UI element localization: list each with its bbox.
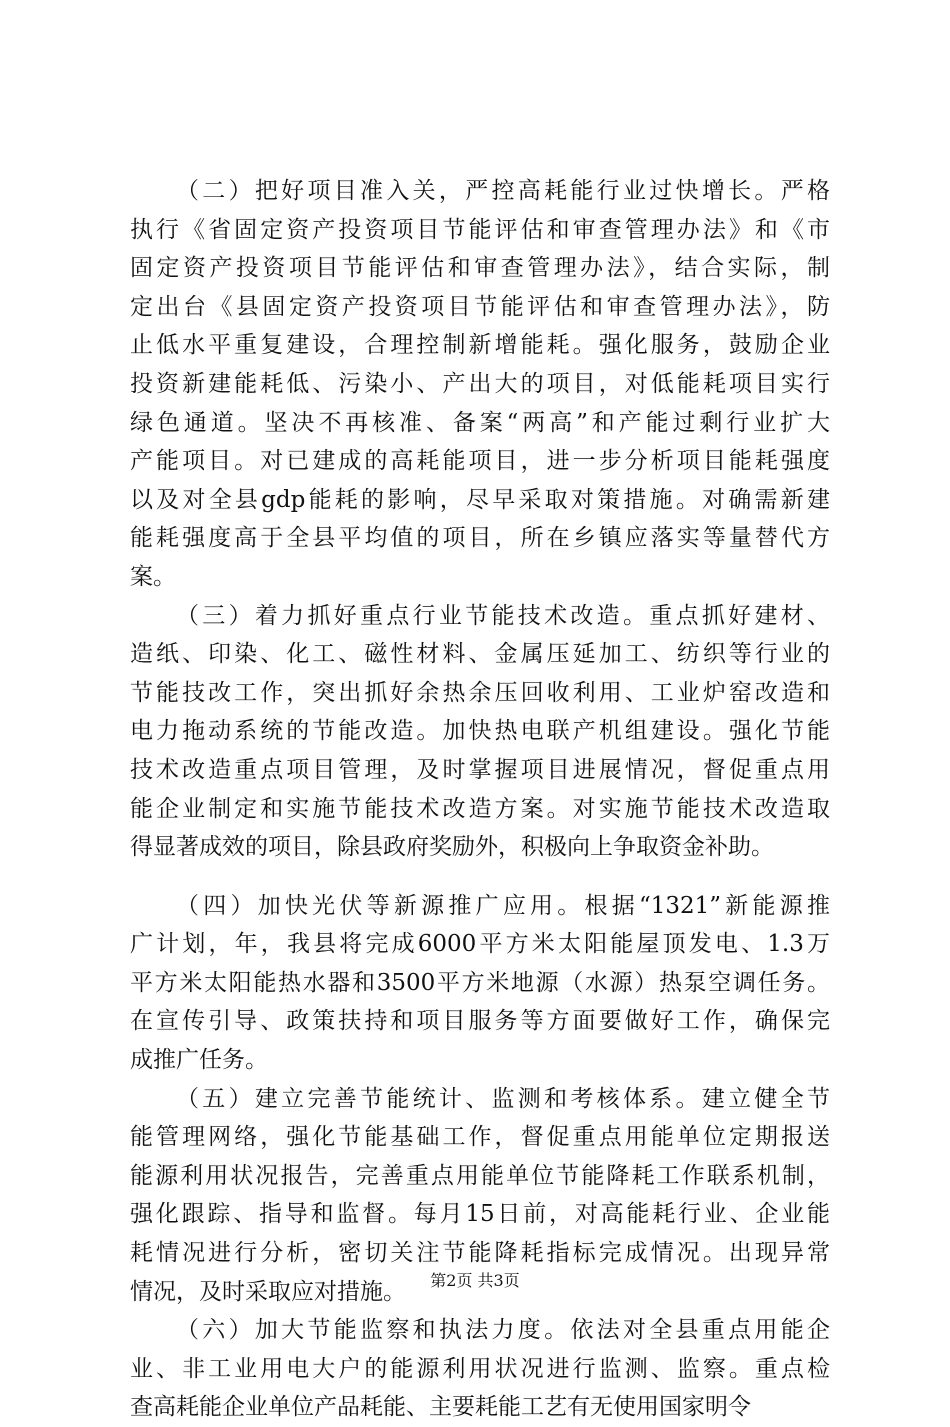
text-line: 固定资产投资项目节能评估和审查管理办法》，结合实际，制: [130, 255, 830, 282]
text-line: 得显著成效的项目，除县政府奖励外，积极向上争取资金补助。: [130, 834, 774, 861]
text-line: （六）加大节能监察和执法力度。依法对全县重点用能企: [176, 1317, 830, 1344]
text-line: 止低水平重复建设，合理控制新增能耗。强化服务，鼓励企业: [130, 332, 830, 359]
text-line: 耗情况进行分析，密切关注节能降耗指标完成情况。出现异常: [130, 1240, 830, 1267]
text-line: 能耗强度高于全县平均值的项目，所在乡镇应落实等量替代方: [130, 525, 830, 552]
text-line: 定出台《县固定资产投资项目节能评估和审查管理办法》，防: [130, 293, 830, 320]
text-line: 在宣传引导、政策扶持和项目服务等方面要做好工作，确保完: [130, 1008, 830, 1035]
text-line: 能源利用状况报告，完善重点用能单位节能降耗工作联系机制，: [130, 1162, 830, 1189]
text-line: 成推广任务。: [130, 1047, 268, 1074]
text-line: （二）把好项目准入关，严控高耗能行业过快增长。严格: [176, 178, 830, 204]
paragraph-gap: [130, 867, 830, 887]
text-line: 能企业制定和实施节能技术改造方案。对实施节能技术改造取: [130, 795, 830, 822]
document-body: [130, 172, 830, 1427]
paragraph-p6: [130, 1311, 830, 1427]
text-line: 查高耗能企业单位产品耗能、主要耗能工艺有无使用国家明令: [130, 1394, 751, 1421]
text-line: 投资新建能耗低、污染小、产出大的项目，对低能耗项目实行: [130, 370, 830, 397]
paragraph-p3: [130, 597, 830, 867]
text-line: 案。: [130, 563, 176, 590]
text-line: （五）建立完善节能统计、监测和考核体系。建立健全节: [176, 1085, 830, 1112]
text-line: 能管理网络，强化节能基础工作，督促重点用能单位定期报送: [130, 1124, 830, 1151]
text-line: 绿色通道。坚决不再核准、备案“两高”和产能过剩行业扩大: [130, 409, 830, 436]
text-line: 节能技改工作，突出抓好余热余压回收利用、工业炉窑改造和: [130, 679, 830, 706]
text-line: 情况，及时采取应对措施。: [130, 1278, 406, 1305]
text-line: （三）着力抓好重点行业节能技术改造。重点抓好建材、: [176, 602, 830, 629]
page-footer: 第2页 共3页: [430, 1271, 520, 1290]
text-line: 平方米太阳能热水器和3500平方米地源（水源）热泵空调任务。: [130, 969, 830, 996]
paragraph-p4: [130, 887, 830, 1080]
text-line: 强化跟踪、指导和监督。每月15日前，对高能耗行业、企业能: [130, 1201, 830, 1228]
text-line: 技术改造重点项目管理，及时掌握项目进展情况，督促重点用: [130, 756, 830, 783]
text-line: 执行《省固定资产投资项目节能评估和审查管理办法》和《市: [130, 216, 830, 243]
text-line: 产能项目。对已建成的高耗能项目，进一步分析项目能耗强度: [130, 448, 830, 475]
text-line: 以及对全县gdp能耗的影响，尽早采取对策措施。对确需新建: [130, 486, 830, 513]
text-line: （四）加快光伏等新源推广应用。根据“1321”新能源推: [176, 892, 830, 919]
text-line: 广计划，年，我县将完成6000平方米太阳能屋顶发电、1.3万: [130, 931, 830, 958]
text-line: 造纸、印染、化工、磁性材料、金属压延加工、纺织等行业的: [130, 641, 830, 668]
text-line: 业、非工业用电大户的能源利用状况进行监测、监察。重点检: [130, 1355, 830, 1382]
paragraph-p2: [130, 172, 830, 597]
text-line: 电力拖动系统的节能改造。加快热电联产机组建设。强化节能: [130, 718, 830, 745]
